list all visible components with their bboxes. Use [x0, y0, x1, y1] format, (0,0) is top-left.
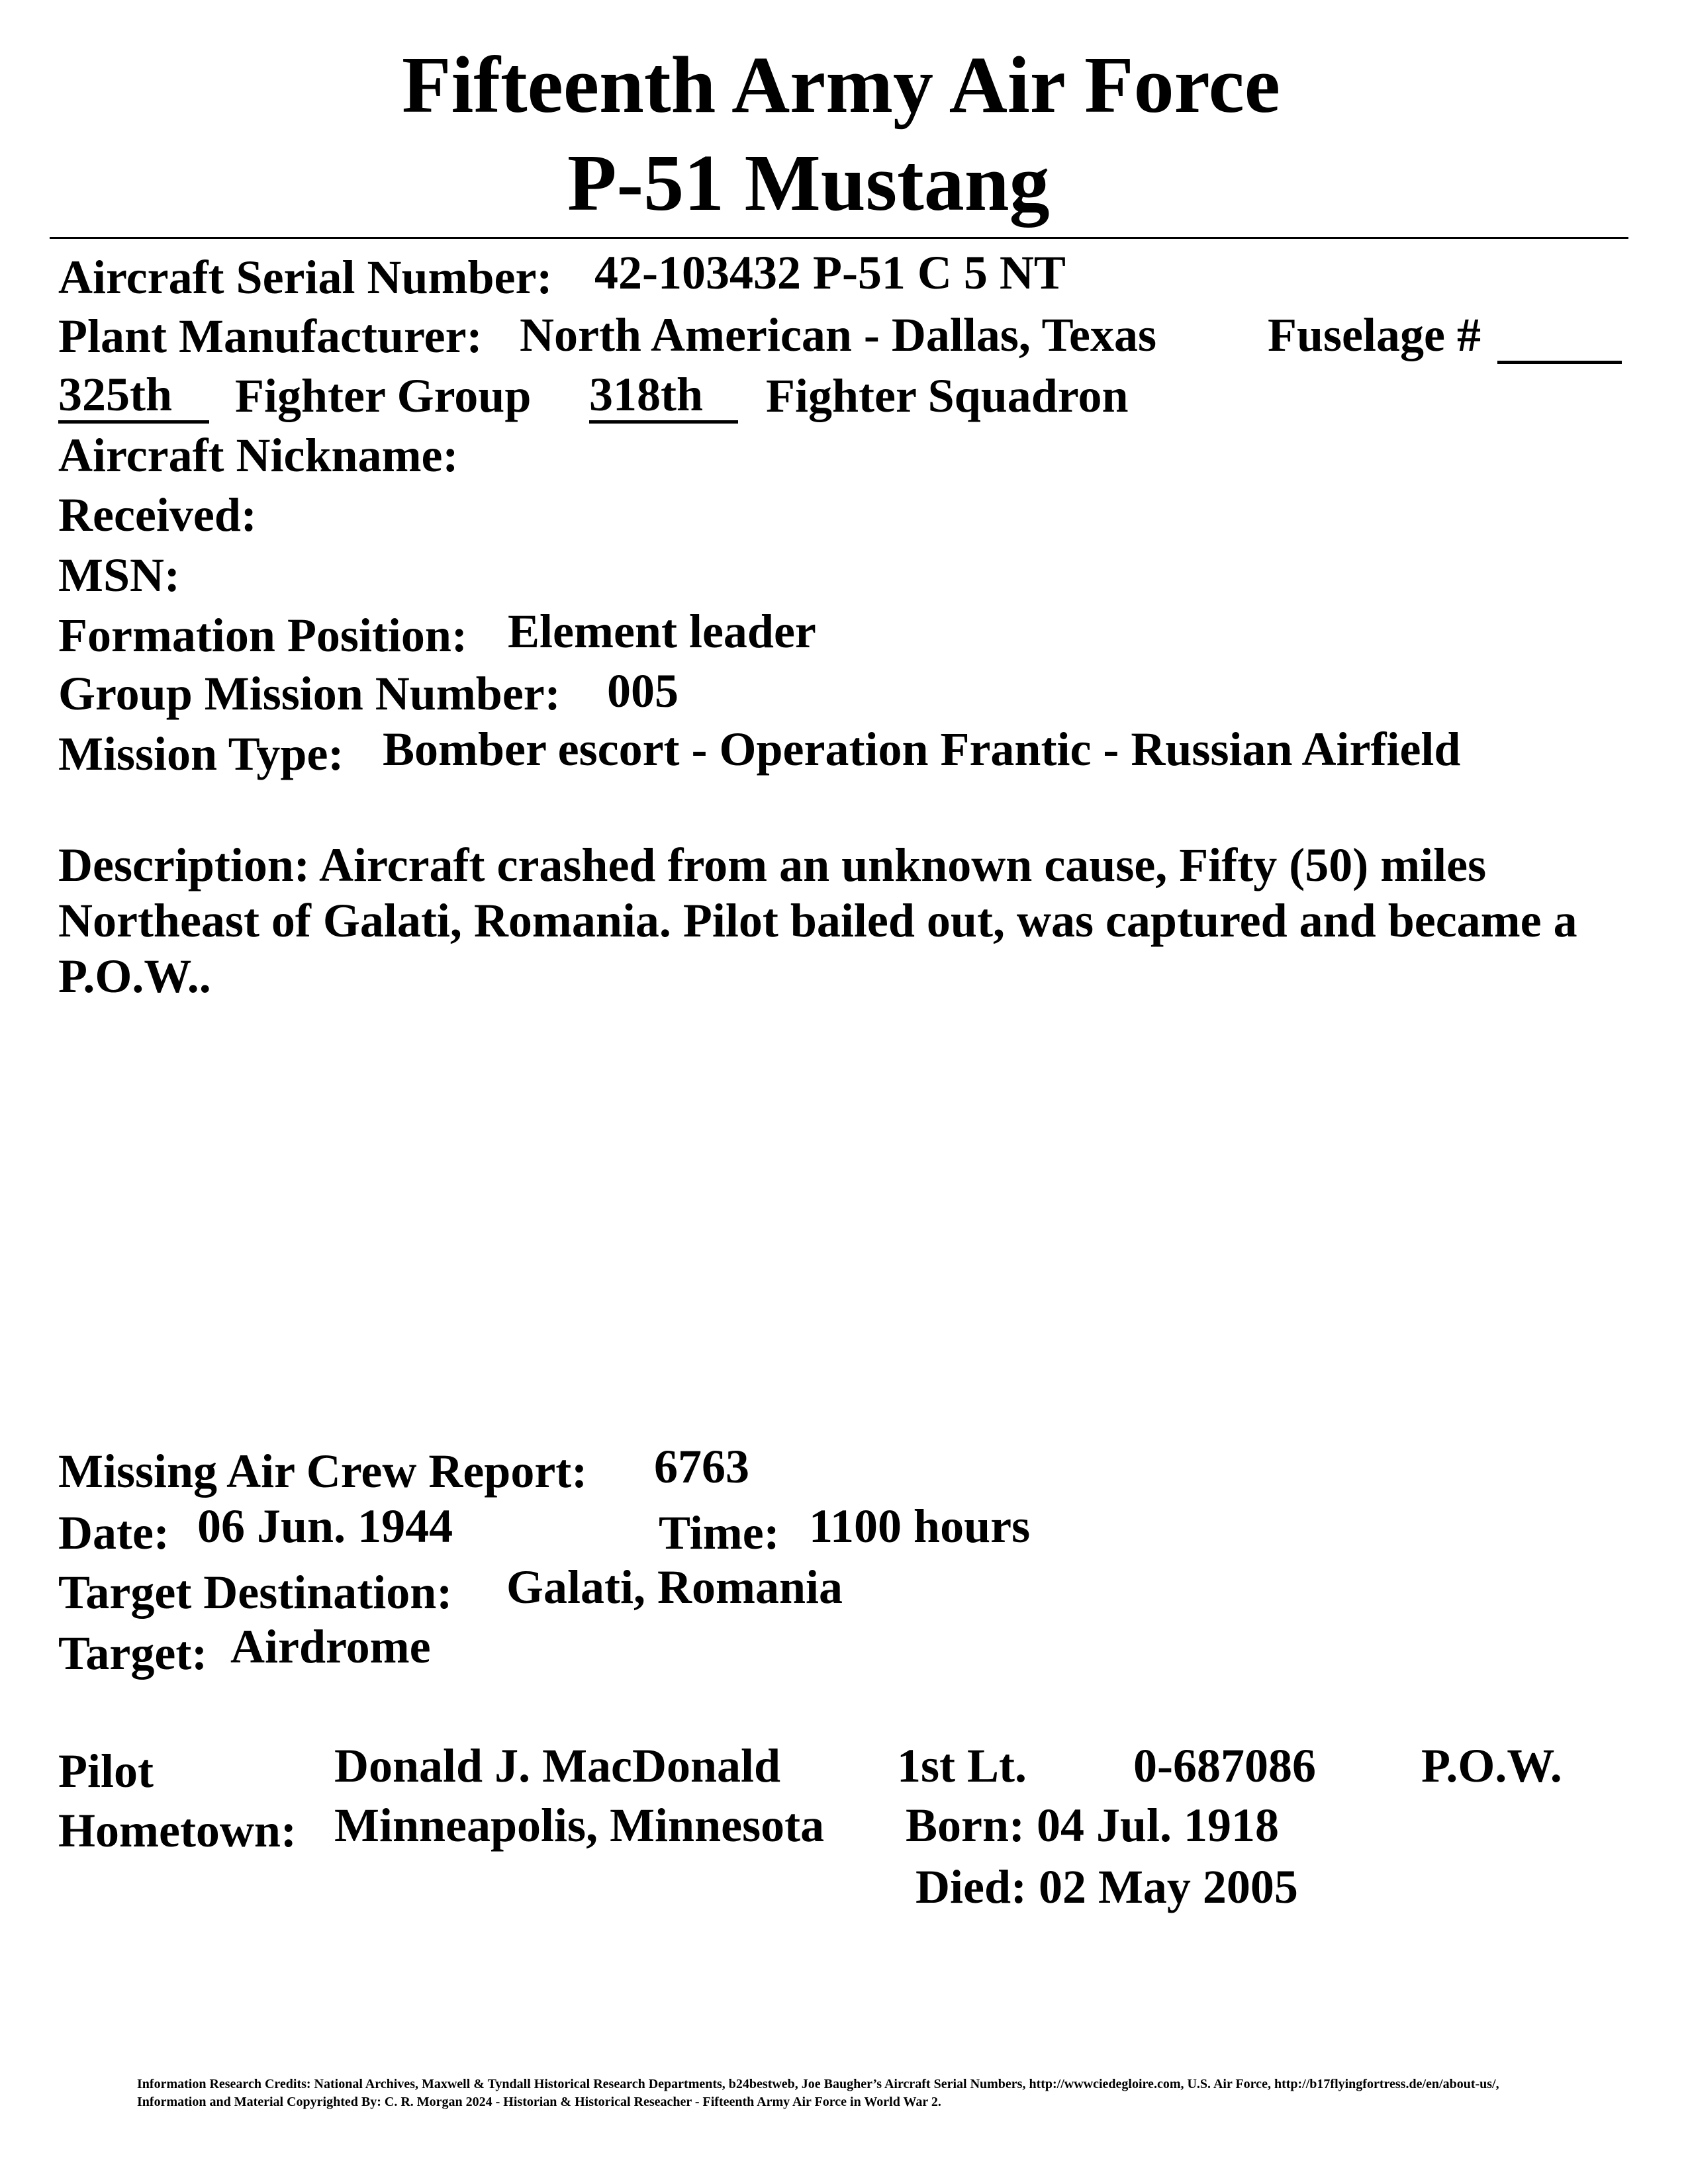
- group-mission-value: 005: [607, 664, 679, 717]
- serial-value: 42-103432 P-51 C 5 NT: [594, 246, 1066, 299]
- pilot-label: Pilot: [58, 1745, 154, 1797]
- target-label: Target:: [58, 1627, 208, 1680]
- died-date: Died: 02 May 2005: [915, 1860, 1298, 1913]
- group-mission-label: Group Mission Number:: [58, 667, 561, 720]
- born-date: Born: 04 Jul. 1918: [906, 1799, 1280, 1852]
- hometown-label: Hometown:: [58, 1804, 297, 1857]
- pilot-service-number: 0-687086: [1133, 1739, 1316, 1792]
- description: [58, 837, 1630, 1004]
- description-label: Description:: [58, 839, 310, 891]
- manufacturer-value: North American - Dallas, Texas: [520, 308, 1156, 361]
- received-label: Received:: [58, 488, 257, 541]
- manufacturer-label: Plant Manufacturer:: [58, 310, 483, 363]
- date-value: 06 Jun. 1944: [197, 1500, 453, 1553]
- page-title: Fifteenth Army Air Force: [402, 40, 1280, 130]
- serial-label: Aircraft Serial Number:: [58, 251, 553, 304]
- mission-type-label: Mission Type:: [58, 727, 344, 780]
- msn-label: MSN:: [58, 549, 180, 602]
- hometown-value: Minneapolis, Minnesota: [334, 1799, 825, 1852]
- macr-value: 6763: [654, 1440, 749, 1493]
- header-divider: [50, 237, 1628, 239]
- date-label: Date:: [58, 1506, 169, 1559]
- fighter-group-value: 325th: [58, 371, 209, 424]
- page-subtitle: P-51 Mustang: [567, 138, 1050, 228]
- macr-label: Missing Air Crew Report:: [58, 1445, 588, 1498]
- time-value: 1100 hours: [809, 1500, 1031, 1553]
- pilot-name: Donald J. MacDonald: [334, 1739, 781, 1792]
- formation-position-value: Element leader: [508, 605, 816, 658]
- research-credits: Information Research Credits: National Archives, Maxwell & Tyndall Historical Research Departments, b24bestweb, Joe Baugher’s Aircraft Serial Numbers, http://wwwciedegloire.com, U.S. Air Force, http://b17flyingfortress.de/en/about-us/, Information and Material Copyrighted By: C. R. Morgan 2024 - Historian & Historical Reseacher - Fifteenth Army Air Force in World War 2.: [137, 2077, 1499, 2109]
- fighter-squadron-value: 318th: [589, 371, 738, 424]
- fuselage-label: Fuselage #: [1268, 308, 1481, 361]
- formation-position-label: Formation Position:: [58, 609, 467, 662]
- fighter-group-label: Fighter Group: [235, 369, 532, 422]
- time-label: Time:: [659, 1506, 780, 1559]
- target-value: Airdrome: [230, 1620, 431, 1673]
- target-destination-value: Galati, Romania: [506, 1561, 843, 1614]
- pilot-rank: 1st Lt.: [897, 1739, 1027, 1792]
- target-destination-label: Target Destination:: [58, 1566, 453, 1619]
- description-text: Aircraft crashed from an unknown cause, Fifty (50) miles Northeast of Galati, Romania. Pilot bailed out, was captured and became a P.O.W..: [58, 839, 1577, 1003]
- fuselage-value: [1497, 311, 1622, 364]
- nickname-label: Aircraft Nickname:: [58, 429, 459, 482]
- pilot-status: P.O.W.: [1421, 1739, 1562, 1792]
- mission-type-value: Bomber escort - Operation Frantic - Russian Airfield: [383, 723, 1461, 776]
- fighter-squadron-label: Fighter Squadron: [766, 369, 1129, 422]
